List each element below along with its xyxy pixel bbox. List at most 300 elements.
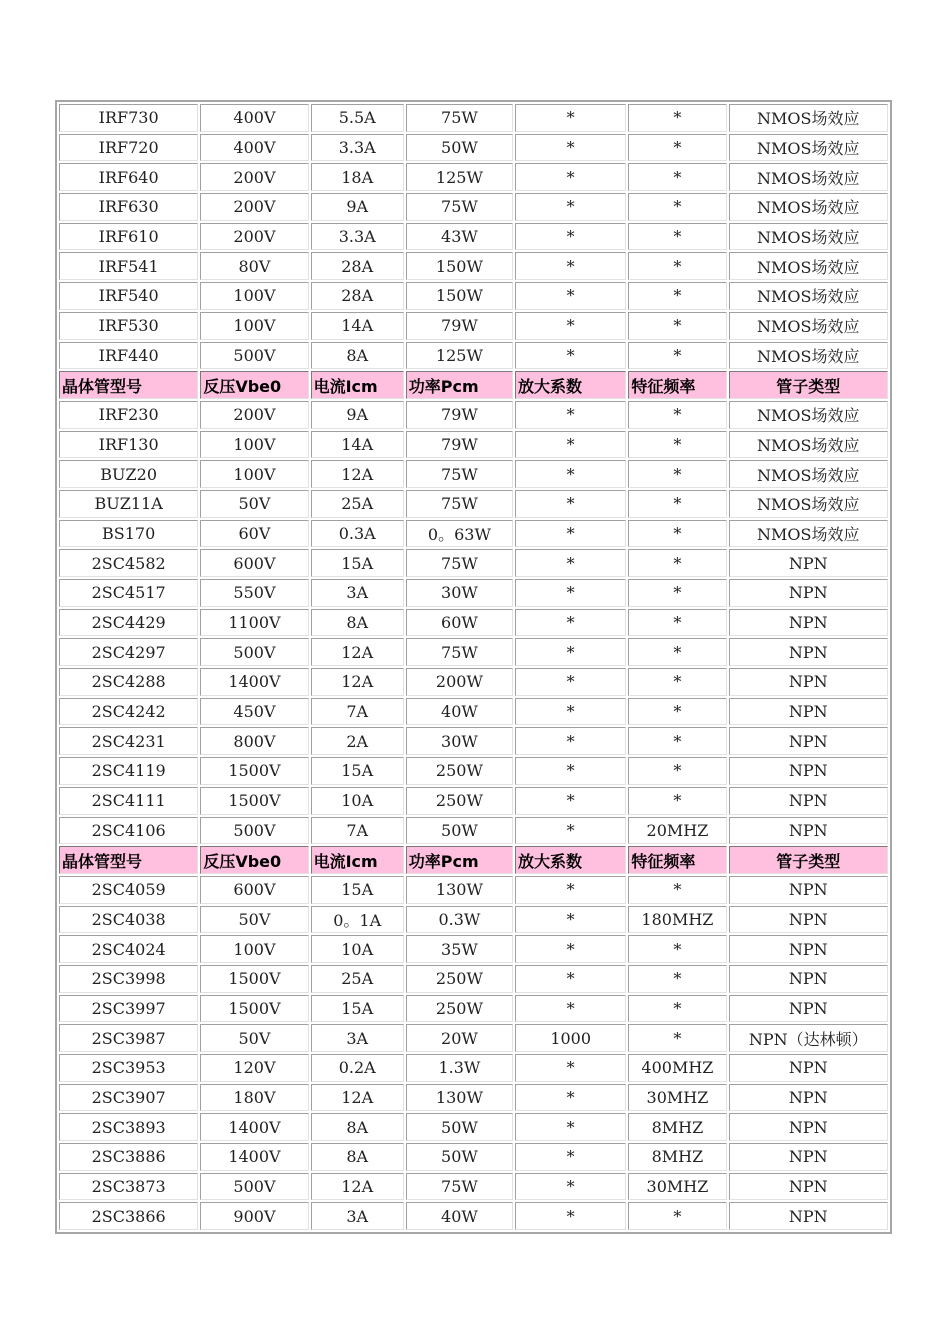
cell-type: NPN xyxy=(729,1084,888,1112)
cell-power: 150W xyxy=(406,252,513,280)
cell-reverse-voltage: 100V xyxy=(200,312,308,340)
cell-current: 12A xyxy=(311,1084,404,1112)
cell-power: 30W xyxy=(406,579,513,607)
cell-type: NPN xyxy=(729,1054,888,1082)
cell-current: 8A xyxy=(311,609,404,637)
cell-model: 2SC4582 xyxy=(59,549,198,577)
table-row xyxy=(59,431,888,459)
table-row xyxy=(59,312,888,340)
cell-model: 2SC4231 xyxy=(59,727,198,755)
cell-frequency: 400MHZ xyxy=(628,1054,726,1082)
cell-current: 2A xyxy=(311,727,404,755)
cell-power: 130W xyxy=(406,1084,513,1112)
cell-model: IRF440 xyxy=(59,342,198,370)
cell-frequency: * xyxy=(628,995,726,1023)
cell-model: 2SC4288 xyxy=(59,668,198,696)
cell-type: NMOS场效应 xyxy=(729,401,888,429)
cell-model: 2SC3953 xyxy=(59,1054,198,1082)
cell-gain: * xyxy=(515,609,626,637)
cell-power: 75W xyxy=(406,549,513,577)
header-cell-frequency: 特征频率 xyxy=(628,846,726,874)
cell-frequency: * xyxy=(628,698,726,726)
cell-frequency: 8MHZ xyxy=(628,1113,726,1141)
cell-power: 75W xyxy=(406,104,513,132)
cell-type: NPN xyxy=(729,609,888,637)
cell-power: 50W xyxy=(406,134,513,162)
cell-type: NMOS场效应 xyxy=(729,134,888,162)
table-row xyxy=(59,520,888,548)
cell-gain: * xyxy=(515,668,626,696)
cell-power: 75W xyxy=(406,1173,513,1201)
header-cell-reverse-voltage: 反压Vbe0 xyxy=(200,846,308,874)
cell-current: 15A xyxy=(311,549,404,577)
cell-frequency: * xyxy=(628,935,726,963)
cell-frequency: 8MHZ xyxy=(628,1143,726,1171)
table-row xyxy=(59,1113,888,1141)
cell-model: IRF530 xyxy=(59,312,198,340)
cell-reverse-voltage: 100V xyxy=(200,460,308,488)
cell-power: 79W xyxy=(406,312,513,340)
cell-frequency: * xyxy=(628,401,726,429)
header-row xyxy=(59,371,888,399)
table-row xyxy=(59,965,888,993)
cell-type: NPN xyxy=(729,727,888,755)
cell-gain: * xyxy=(515,282,626,310)
cell-model: 2SC4111 xyxy=(59,787,198,815)
cell-model: IRF541 xyxy=(59,252,198,280)
table-row xyxy=(59,104,888,132)
cell-current: 12A xyxy=(311,638,404,666)
cell-reverse-voltage: 100V xyxy=(200,431,308,459)
table-row xyxy=(59,995,888,1023)
cell-current: 7A xyxy=(311,817,404,845)
cell-model: 2SC4429 xyxy=(59,609,198,637)
cell-frequency: * xyxy=(628,252,726,280)
table-row xyxy=(59,757,888,785)
cell-current: 18A xyxy=(311,163,404,191)
cell-type: NPN xyxy=(729,965,888,993)
header-cell-power: 功率Pcm xyxy=(406,846,513,874)
cell-model: IRF720 xyxy=(59,134,198,162)
cell-current: 28A xyxy=(311,252,404,280)
cell-model: IRF610 xyxy=(59,223,198,251)
cell-type: NPN xyxy=(729,787,888,815)
header-cell-gain: 放大系数 xyxy=(515,371,626,399)
cell-type: NPN xyxy=(729,638,888,666)
cell-gain: * xyxy=(515,698,626,726)
cell-power: 200W xyxy=(406,668,513,696)
cell-current: 3A xyxy=(311,1202,404,1230)
cell-frequency: * xyxy=(628,668,726,696)
cell-frequency: * xyxy=(628,757,726,785)
cell-current: 3.3A xyxy=(311,223,404,251)
cell-reverse-voltage: 500V xyxy=(200,817,308,845)
cell-model: IRF540 xyxy=(59,282,198,310)
table-row xyxy=(59,252,888,280)
cell-reverse-voltage: 900V xyxy=(200,1202,308,1230)
cell-power: 50W xyxy=(406,1143,513,1171)
cell-model: 2SC3866 xyxy=(59,1202,198,1230)
cell-gain: * xyxy=(515,223,626,251)
cell-frequency: * xyxy=(628,490,726,518)
cell-power: 50W xyxy=(406,1113,513,1141)
cell-model: BUZ20 xyxy=(59,460,198,488)
cell-gain: * xyxy=(515,1113,626,1141)
cell-type: NPN xyxy=(729,579,888,607)
cell-gain: * xyxy=(515,104,626,132)
cell-frequency: * xyxy=(628,312,726,340)
table-row xyxy=(59,698,888,726)
cell-power: 79W xyxy=(406,431,513,459)
table-row xyxy=(59,1202,888,1230)
cell-gain: * xyxy=(515,134,626,162)
cell-current: 10A xyxy=(311,787,404,815)
cell-model: 2SC3998 xyxy=(59,965,198,993)
cell-current: 12A xyxy=(311,668,404,696)
cell-model: 2SC4297 xyxy=(59,638,198,666)
cell-reverse-voltage: 200V xyxy=(200,401,308,429)
cell-reverse-voltage: 200V xyxy=(200,193,308,221)
table-row xyxy=(59,549,888,577)
cell-reverse-voltage: 1500V xyxy=(200,995,308,1023)
cell-model: 2SC3907 xyxy=(59,1084,198,1112)
cell-reverse-voltage: 50V xyxy=(200,1024,308,1052)
cell-model: 2SC3987 xyxy=(59,1024,198,1052)
cell-type: NMOS场效应 xyxy=(729,312,888,340)
cell-frequency: * xyxy=(628,193,726,221)
cell-type: NMOS场效应 xyxy=(729,431,888,459)
cell-power: 250W xyxy=(406,995,513,1023)
cell-power: 150W xyxy=(406,282,513,310)
cell-reverse-voltage: 200V xyxy=(200,223,308,251)
cell-power: 60W xyxy=(406,609,513,637)
cell-model: 2SC4059 xyxy=(59,876,198,904)
cell-current: 0.3A xyxy=(311,520,404,548)
table-row xyxy=(59,906,888,934)
cell-type: NPN xyxy=(729,876,888,904)
cell-gain: * xyxy=(515,995,626,1023)
cell-type: NMOS场效应 xyxy=(729,193,888,221)
cell-gain: * xyxy=(515,163,626,191)
cell-current: 12A xyxy=(311,1173,404,1201)
table-row xyxy=(59,1084,888,1112)
cell-gain: * xyxy=(515,401,626,429)
cell-type: NPN xyxy=(729,906,888,934)
table-row xyxy=(59,727,888,755)
cell-reverse-voltage: 500V xyxy=(200,638,308,666)
cell-model: 2SC4517 xyxy=(59,579,198,607)
table-row xyxy=(59,609,888,637)
cell-type: NPN xyxy=(729,698,888,726)
cell-model: 2SC3893 xyxy=(59,1113,198,1141)
cell-reverse-voltage: 1400V xyxy=(200,1143,308,1171)
cell-gain: * xyxy=(515,1173,626,1201)
cell-power: 125W xyxy=(406,342,513,370)
cell-frequency: * xyxy=(628,609,726,637)
cell-frequency: * xyxy=(628,1202,726,1230)
table-body xyxy=(59,104,888,1230)
cell-frequency: * xyxy=(628,282,726,310)
cell-current: 15A xyxy=(311,995,404,1023)
cell-model: 2SC4038 xyxy=(59,906,198,934)
cell-gain: * xyxy=(515,1084,626,1112)
cell-type: NPN（达林顿） xyxy=(729,1024,888,1052)
cell-power: 250W xyxy=(406,787,513,815)
cell-current: 5.5A xyxy=(311,104,404,132)
cell-gain: * xyxy=(515,312,626,340)
cell-type: NMOS场效应 xyxy=(729,104,888,132)
cell-model: 2SC4024 xyxy=(59,935,198,963)
cell-model: 2SC4106 xyxy=(59,817,198,845)
table-row xyxy=(59,490,888,518)
cell-current: 28A xyxy=(311,282,404,310)
cell-type: NPN xyxy=(729,1173,888,1201)
table-row xyxy=(59,1024,888,1052)
header-cell-power: 功率Pcm xyxy=(406,371,513,399)
cell-power: 130W xyxy=(406,876,513,904)
cell-gain: * xyxy=(515,935,626,963)
cell-power: 1.3W xyxy=(406,1054,513,1082)
table-row xyxy=(59,668,888,696)
table-row xyxy=(59,401,888,429)
cell-gain: * xyxy=(515,787,626,815)
cell-model: IRF730 xyxy=(59,104,198,132)
cell-gain: * xyxy=(515,342,626,370)
cell-type: NPN xyxy=(729,1113,888,1141)
cell-reverse-voltage: 500V xyxy=(200,342,308,370)
cell-current: 9A xyxy=(311,401,404,429)
cell-current: 0。1A xyxy=(311,906,404,934)
cell-gain: * xyxy=(515,252,626,280)
table-row xyxy=(59,1054,888,1082)
cell-type: NPN xyxy=(729,549,888,577)
cell-frequency: * xyxy=(628,787,726,815)
cell-type: NMOS场效应 xyxy=(729,490,888,518)
cell-power: 50W xyxy=(406,817,513,845)
cell-type: NPN xyxy=(729,757,888,785)
cell-gain: * xyxy=(515,906,626,934)
cell-gain: * xyxy=(515,876,626,904)
cell-power: 0.3W xyxy=(406,906,513,934)
cell-model: 2SC3886 xyxy=(59,1143,198,1171)
cell-frequency: * xyxy=(628,520,726,548)
cell-type: NPN xyxy=(729,935,888,963)
cell-power: 79W xyxy=(406,401,513,429)
cell-current: 15A xyxy=(311,876,404,904)
table-row xyxy=(59,817,888,845)
cell-reverse-voltage: 50V xyxy=(200,906,308,934)
cell-reverse-voltage: 120V xyxy=(200,1054,308,1082)
header-cell-frequency: 特征频率 xyxy=(628,371,726,399)
cell-gain: * xyxy=(515,1143,626,1171)
cell-reverse-voltage: 1400V xyxy=(200,668,308,696)
cell-type: NMOS场效应 xyxy=(729,342,888,370)
table-row xyxy=(59,163,888,191)
cell-reverse-voltage: 400V xyxy=(200,134,308,162)
cell-power: 30W xyxy=(406,727,513,755)
cell-model: 2SC4119 xyxy=(59,757,198,785)
header-cell-model: 晶体管型号 xyxy=(59,846,198,874)
cell-reverse-voltage: 100V xyxy=(200,935,308,963)
cell-reverse-voltage: 1500V xyxy=(200,757,308,785)
cell-power: 40W xyxy=(406,1202,513,1230)
cell-frequency: * xyxy=(628,638,726,666)
cell-gain: * xyxy=(515,193,626,221)
table-row xyxy=(59,460,888,488)
cell-current: 25A xyxy=(311,965,404,993)
table-row xyxy=(59,193,888,221)
cell-type: NMOS场效应 xyxy=(729,520,888,548)
cell-current: 8A xyxy=(311,342,404,370)
cell-type: NMOS场效应 xyxy=(729,460,888,488)
header-cell-reverse-voltage: 反压Vbe0 xyxy=(200,371,308,399)
cell-gain: * xyxy=(515,757,626,785)
cell-current: 3.3A xyxy=(311,134,404,162)
cell-model: IRF640 xyxy=(59,163,198,191)
cell-reverse-voltage: 1500V xyxy=(200,965,308,993)
cell-gain: * xyxy=(515,460,626,488)
cell-current: 14A xyxy=(311,431,404,459)
cell-model: IRF630 xyxy=(59,193,198,221)
table-row xyxy=(59,223,888,251)
cell-model: IRF230 xyxy=(59,401,198,429)
cell-reverse-voltage: 60V xyxy=(200,520,308,548)
cell-gain: * xyxy=(515,727,626,755)
cell-model: 2SC3997 xyxy=(59,995,198,1023)
cell-power: 250W xyxy=(406,757,513,785)
cell-reverse-voltage: 180V xyxy=(200,1084,308,1112)
cell-power: 125W xyxy=(406,163,513,191)
cell-gain: * xyxy=(515,1202,626,1230)
cell-reverse-voltage: 100V xyxy=(200,282,308,310)
header-cell-current: 电流Icm xyxy=(311,371,404,399)
cell-gain: * xyxy=(515,520,626,548)
cell-frequency: 30MHZ xyxy=(628,1084,726,1112)
table-row xyxy=(59,787,888,815)
cell-current: 8A xyxy=(311,1113,404,1141)
cell-gain: * xyxy=(515,579,626,607)
cell-reverse-voltage: 550V xyxy=(200,579,308,607)
cell-current: 15A xyxy=(311,757,404,785)
cell-gain: * xyxy=(515,817,626,845)
cell-power: 35W xyxy=(406,935,513,963)
cell-frequency: 30MHZ xyxy=(628,1173,726,1201)
cell-type: NPN xyxy=(729,1202,888,1230)
cell-reverse-voltage: 1500V xyxy=(200,787,308,815)
cell-current: 8A xyxy=(311,1143,404,1171)
header-cell-type: 管子类型 xyxy=(729,846,888,874)
cell-reverse-voltage: 450V xyxy=(200,698,308,726)
cell-type: NPN xyxy=(729,995,888,1023)
cell-model: BS170 xyxy=(59,520,198,548)
cell-gain: * xyxy=(515,638,626,666)
cell-gain: * xyxy=(515,1054,626,1082)
cell-reverse-voltage: 600V xyxy=(200,549,308,577)
cell-current: 25A xyxy=(311,490,404,518)
cell-type: NMOS场效应 xyxy=(729,223,888,251)
header-cell-model: 晶体管型号 xyxy=(59,371,198,399)
cell-frequency: * xyxy=(628,431,726,459)
cell-gain: * xyxy=(515,431,626,459)
cell-power: 75W xyxy=(406,638,513,666)
cell-frequency: 180MHZ xyxy=(628,906,726,934)
cell-type: NMOS场效应 xyxy=(729,282,888,310)
cell-current: 3A xyxy=(311,1024,404,1052)
cell-power: 0。63W xyxy=(406,520,513,548)
cell-current: 0.2A xyxy=(311,1054,404,1082)
cell-frequency: * xyxy=(628,134,726,162)
cell-gain: * xyxy=(515,965,626,993)
cell-reverse-voltage: 500V xyxy=(200,1173,308,1201)
table-row xyxy=(59,1173,888,1201)
cell-frequency: * xyxy=(628,104,726,132)
cell-reverse-voltage: 400V xyxy=(200,104,308,132)
cell-frequency: * xyxy=(628,223,726,251)
cell-reverse-voltage: 800V xyxy=(200,727,308,755)
cell-reverse-voltage: 50V xyxy=(200,490,308,518)
cell-model: 2SC3873 xyxy=(59,1173,198,1201)
table-row xyxy=(59,1143,888,1171)
table-row xyxy=(59,282,888,310)
cell-frequency: * xyxy=(628,163,726,191)
cell-power: 20W xyxy=(406,1024,513,1052)
cell-frequency: * xyxy=(628,727,726,755)
header-cell-type: 管子类型 xyxy=(729,371,888,399)
header-cell-current: 电流Icm xyxy=(311,846,404,874)
cell-current: 9A xyxy=(311,193,404,221)
cell-model: 2SC4242 xyxy=(59,698,198,726)
cell-frequency: * xyxy=(628,579,726,607)
cell-model: IRF130 xyxy=(59,431,198,459)
cell-type: NMOS场效应 xyxy=(729,252,888,280)
cell-current: 12A xyxy=(311,460,404,488)
cell-reverse-voltage: 200V xyxy=(200,163,308,191)
transistor-spec-table xyxy=(57,102,890,1232)
cell-frequency: * xyxy=(628,876,726,904)
cell-power: 75W xyxy=(406,490,513,518)
transistor-table-frame xyxy=(55,100,892,1234)
cell-current: 3A xyxy=(311,579,404,607)
header-cell-gain: 放大系数 xyxy=(515,846,626,874)
table-row xyxy=(59,935,888,963)
cell-frequency: * xyxy=(628,460,726,488)
cell-power: 250W xyxy=(406,965,513,993)
cell-gain: * xyxy=(515,549,626,577)
cell-current: 10A xyxy=(311,935,404,963)
cell-power: 75W xyxy=(406,460,513,488)
cell-gain: * xyxy=(515,490,626,518)
cell-gain: 1000 xyxy=(515,1024,626,1052)
cell-power: 40W xyxy=(406,698,513,726)
cell-reverse-voltage: 1100V xyxy=(200,609,308,637)
cell-frequency: * xyxy=(628,1024,726,1052)
cell-power: 75W xyxy=(406,193,513,221)
cell-reverse-voltage: 1400V xyxy=(200,1113,308,1141)
table-row xyxy=(59,579,888,607)
cell-frequency: * xyxy=(628,342,726,370)
cell-reverse-voltage: 600V xyxy=(200,876,308,904)
header-row xyxy=(59,846,888,874)
table-row xyxy=(59,134,888,162)
cell-frequency: * xyxy=(628,549,726,577)
table-row xyxy=(59,876,888,904)
cell-reverse-voltage: 80V xyxy=(200,252,308,280)
cell-type: NMOS场效应 xyxy=(729,163,888,191)
cell-current: 14A xyxy=(311,312,404,340)
cell-power: 43W xyxy=(406,223,513,251)
table-row xyxy=(59,638,888,666)
cell-frequency: * xyxy=(628,965,726,993)
